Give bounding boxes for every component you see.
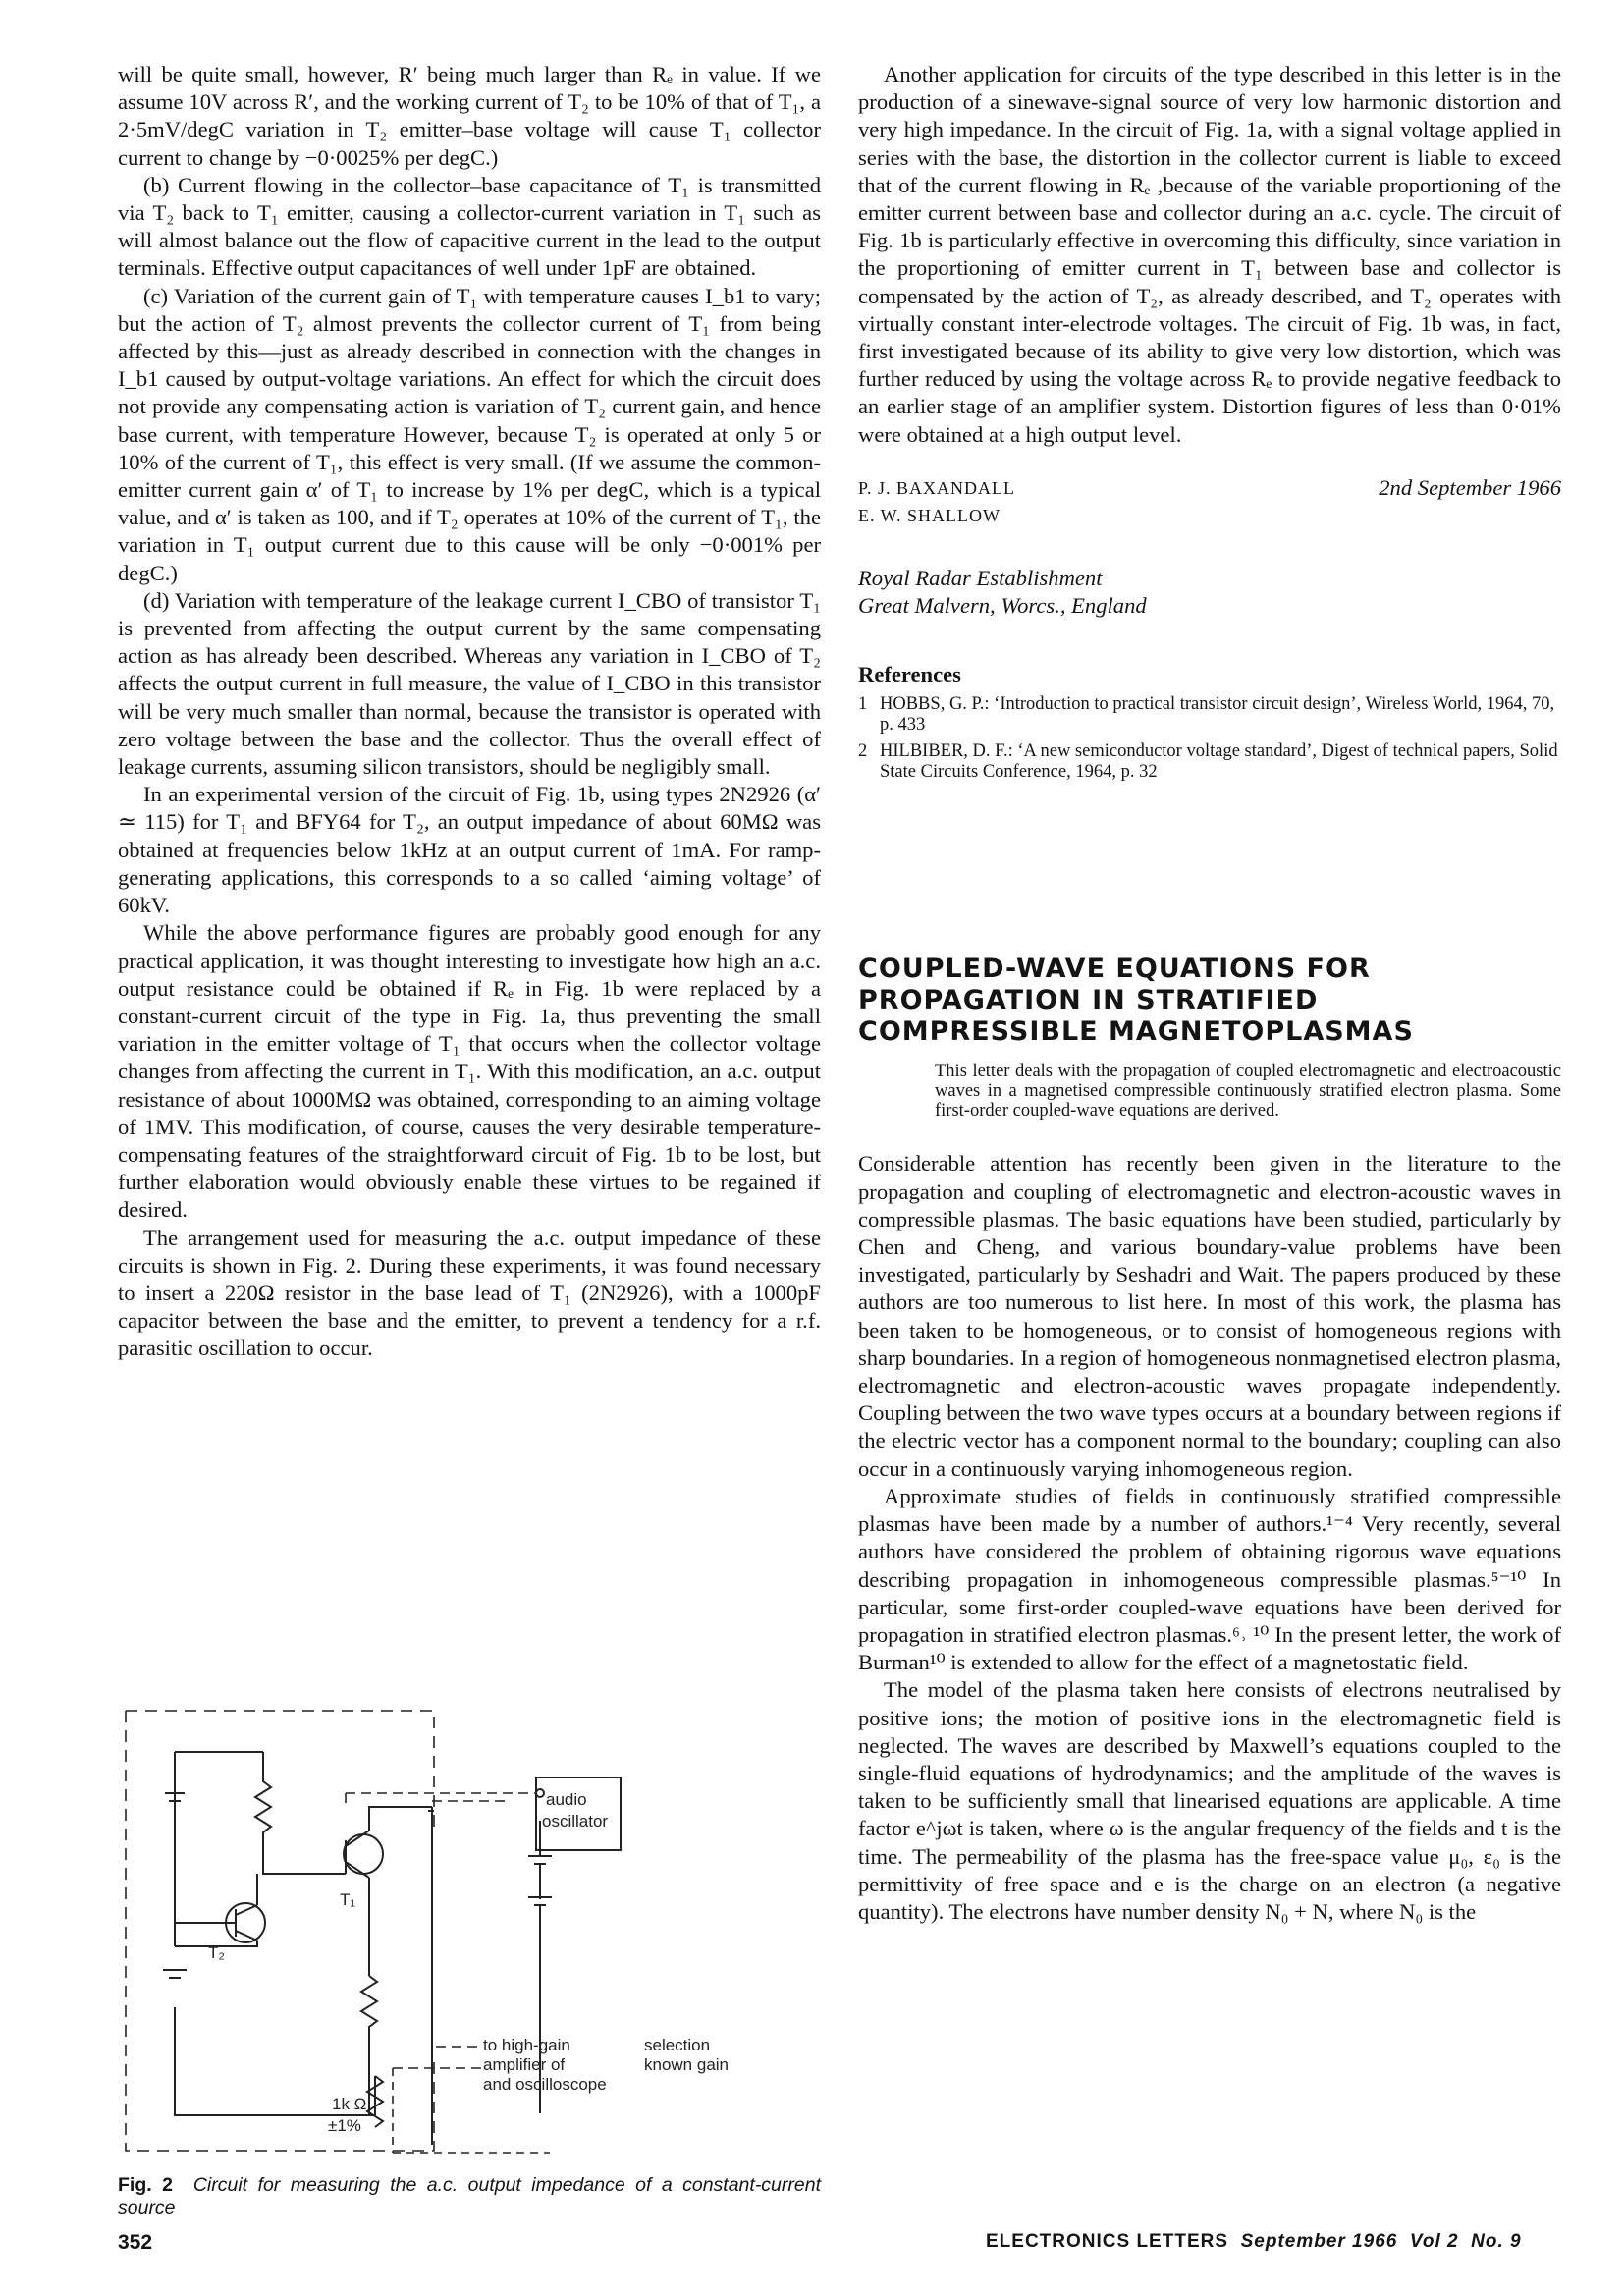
- label-to-2: amplifier of: [483, 2055, 566, 2074]
- label-to-3: and oscilloscope: [483, 2075, 607, 2094]
- figure-caption: [118, 2174, 821, 2219]
- author: P. J. BAXANDALL: [858, 477, 1016, 498]
- figure-caption-text: Circuit for measuring the a.c. output impedance of a constant-current source: [118, 2174, 822, 2218]
- label-sel-2: known gain: [644, 2055, 730, 2074]
- paragraph: While the above performance figures are probably good enough for any practical application, it was thought interesting to investigate how high an a.c. output resistance could be obtained if Rₑ in Fig. 1b were replaced by a constant-current circuit of the type in Fig. 1a, thus preventing the small variation in the emitter voltage of T₁ that occurs when the collector voltage changes from affecting the current in T₁. With this modification, an a.c. output resistance of about 1000MΩ was obtained, corresponding to an aiming voltage of 1MV. This modification, of course, causes the very desirable temperature-compensating features of the straightforward circuit of Fig. 1b to be lost, but further elaboration would obviously enable these virtues to be regained if desired.: [118, 920, 821, 1223]
- reference-item: 1 HOBBS, G. P.: ‘Introduction to practical transistor circuit design’, Wireless World, 1964, 70, p. 433: [858, 694, 1555, 736]
- label-sel-1: selection: [644, 2036, 711, 2054]
- label-res-2: ±1%: [328, 2116, 361, 2135]
- paragraph: (b) Current flowing in the collector–base capacitance of T₁ is transmitted via T₂ back to T₁ emitter, causing a collector-current variation in T₁ such as will almost balance out the flow of capacitive current in the lead to the output terminals. Effective output capacitances of well under 1pF are obtained.: [118, 172, 821, 281]
- paragraph: The arrangement used for measuring the a.c. output impedance of these circuits is shown in Fig. 2. During these experiments, it was found necessary to insert a 220Ω resistor in the base lead of T₁ (2N2926), with a 1000pF capacitor between the base and the emitter, to prevent a tendency for a r.f. parasitic oscillation to occur.: [118, 1225, 821, 1361]
- reference-item: 2 HILBIBER, D. F.: ‘A new semiconductor voltage standard’, Digest of technical papers, Solid State Circuits Conference, 1964, p. 32: [858, 741, 1558, 783]
- journal-name: ELECTRONICS LETTERS: [986, 2231, 1229, 2252]
- label-oscillator: oscillator: [542, 1812, 609, 1831]
- journal-number: No. 9: [1471, 2231, 1522, 2252]
- paragraph: In an experimental version of the circuit of Fig. 1b, using types 2N2926 (α′ ≃ 115) for T₁ and BFY64 for T₂, an output impedance of about 60MΩ was obtained at frequencies below 1kHz at an output current of 1mA. For ramp-generating applications, this corresponds to a so called ‘aiming voltage’ of 60kV.: [118, 782, 821, 918]
- paragraph: (c) Variation of the current gain of T₁ with temperature causes I_b1 to vary; but the action of T₂ almost prevents the collector current of T₁ from being affected by this—just as already described in connection with the changes in I_b1 caused by output-voltage variations. An effect for which the circuit does not provide any compensating action is variation of T₂ current gain, and hence base current, with temperature However, because T₂ is operated at only 5 or 10% of the current of T₁, this effect is very small. (If we assume the common-emitter current gain α′ of T₁ to increase by 1% per degC, which is a typical value, and α′ is taken as 100, and if T₂ operates at 10% of the current of T₁, the variation in T₁ output current due to this cause will be only −0·001% per degC.): [118, 283, 821, 585]
- paragraph: Considerable attention has recently been given in the literature to the propagation and coupling of electromagnetic and electron-acoustic waves in compressible plasmas. The basic equations have been studied, particularly by Chen and Cheng, and various boundary-value problems have been investigated, particularly by Seshadri and Wait. The papers produced by these authors are too numerous to list here. In most of this work, the plasma has been taken to be homogeneous, or to consist of homogeneous regions with sharp boundaries. In a region of homogeneous nonmagnetised electron plasma, electromagnetic and electron-acoustic waves propagate independently. Coupling between the two wave types occurs at a boundary between regions if the electric vector has a component normal to the boundary; coupling can also occur in a continuously varying inhomogeneous region.: [858, 1151, 1561, 1481]
- journal-issue: September 1966: [1240, 2231, 1398, 2252]
- paragraph: (d) Variation with temperature of the leakage current I_CBO of transistor T₁ is prevented from affecting the output current by the same compensating action as has already been described. Whereas any variation in I_CBO of T₂ affects the output current in full measure, the value of I_CBO in this transistor will be very much smaller than normal, because the transistor is operated with zero voltage between the base and the collector. Thus the overall effect of leakage currents, assuming silicon transistors, should be negligibly small.: [118, 587, 821, 780]
- paragraph: Another application for circuits of the type described in this letter is in the production of a sinewave-signal source of very low harmonic distortion and very high impedance. In the circuit of Fig. 1a, with a signal voltage applied in series with the base, the distortion in the collector current is liable to exceed that of the current flowing in Rₑ ,because of the variable proportioning of the emitter current between base and collector during an a.c. cycle. The circuit of Fig. 1b is particularly effective in overcoming this difficulty, since variation in the proportioning of emitter current in T₁ between base and collector is compensated by the action of T₂, as already described, and T₂ operates with virtually constant inter-electrode voltages. The circuit of Fig. 1b was, in fact, first investigated because of its ability to give very low distortion, which was further reduced by using the voltage across Rₑ to provide negative feedback to an earlier stage of an amplifier system. Distortion figures of less than 0·01% were obtained at a high output level.: [858, 62, 1561, 447]
- article-title: COUPLED-WAVE EQUATIONS FOR PROPAGATION IN STRATIFIED COMPRESSIBLE MAGNETOPLASMAS: [858, 954, 1414, 1048]
- abstract: This letter deals with the propagation of coupled electromagnetic and electroacoustic waves in a magnetised compressible continuously stratified electron plasma. Some first-order coupled-wave equations are derived.: [935, 1062, 1561, 1121]
- figure-caption-label: Fig. 2: [118, 2174, 173, 2196]
- figure-2: [118, 1683, 821, 2164]
- left-column: [118, 61, 821, 1363]
- institution-location: Great Malvern, Worcs., England: [858, 593, 1147, 619]
- circuit-diagram: [118, 1683, 821, 2164]
- journal-volume: Vol 2: [1409, 2231, 1459, 2252]
- page-number: 352: [118, 2231, 153, 2254]
- paragraph: will be quite small, however, R′ being much larger than Rₑ in value. If we assume 10V across R′, and the working current of T₂ to be 10% of that of T₁, a 2·5mV/degC variation in T₂ emitter–base voltage will cause T₁ collector current to change by −0·0025% per degC.): [118, 62, 821, 170]
- references-heading: References: [858, 662, 961, 687]
- label-res-1: 1k Ω: [332, 2095, 367, 2113]
- institution: Royal Radar Establishment: [858, 565, 1103, 590]
- paragraph: The model of the plasma taken here consists of electrons neutralised by positive ions; the motion of positive ions in the electromagnetic field is neglected. The waves are described by Maxwell’s equations coupled to the single-fluid equations of hydrodynamics; and the amplitude of the waves is taken to be sufficiently small that linearised equations are applicable. A time factor e^jωt is taken, where ω is the angular frequency of the fields and t is the time. The permeability of the plasma has the free-space value μ₀, ε₀ is the permittivity of free space and e is the charge on an electron (a negative quantity). The electrons have number density N₀ + N, where N₀ is the: [858, 1677, 1561, 1924]
- label-t2: T₂: [208, 1943, 225, 1962]
- author: E. W. SHALLOW: [858, 505, 1001, 525]
- label-audio: audio: [546, 1790, 587, 1809]
- label-to-1: to high-gain: [483, 2036, 570, 2054]
- signature-block: [858, 474, 1561, 565]
- authors: [858, 474, 1015, 529]
- right-column: [858, 61, 1561, 1926]
- journal-footer: [986, 2231, 1522, 2253]
- letter-date: 2nd September 1966: [1379, 474, 1561, 500]
- paragraph: Approximate studies of fields in continuously stratified compressible plasmas have been made by a number of authors.¹⁻⁴ Very recently, several authors have considered the problem of obtaining rigorous wave equations describing propagation in inhomogeneous compressible plasmas.⁵⁻¹⁰ In particular, some first-order coupled-wave equations have been derived for propagation in stratified electron plasmas.⁶˒ ¹⁰ In the present letter, the work of Burman¹⁰ is extended to allow for the effect of a magnetostatic field.: [858, 1483, 1561, 1675]
- label-t1: T₁: [340, 1890, 356, 1909]
